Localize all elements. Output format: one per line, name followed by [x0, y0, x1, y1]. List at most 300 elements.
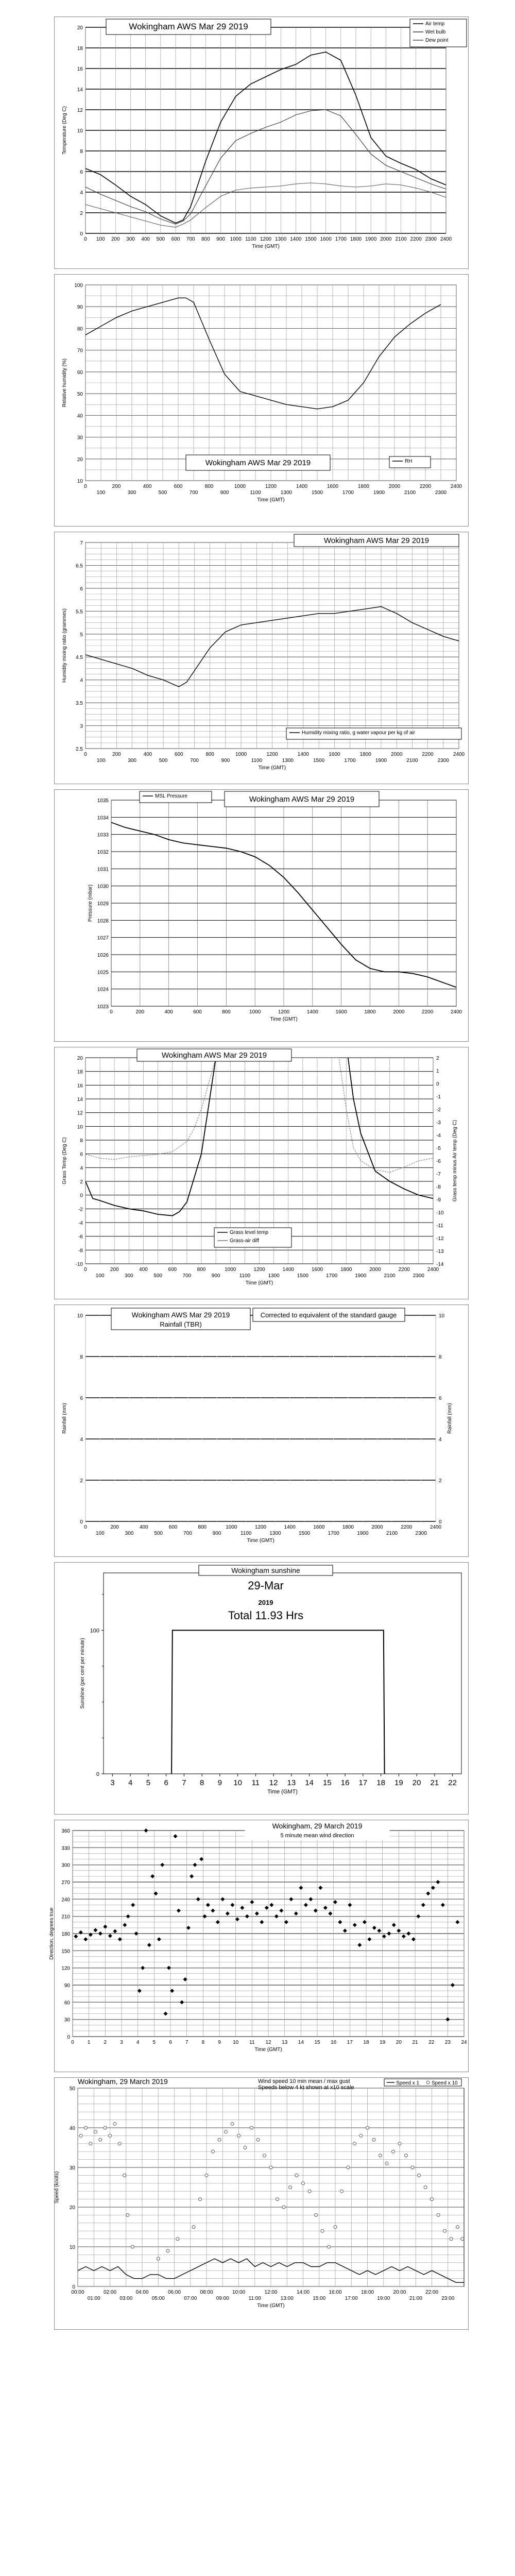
y-tick-label: 330 [61, 1845, 70, 1852]
x-tick-label: 1400 [282, 1267, 294, 1273]
x-tick-label: 17 [358, 1778, 368, 1787]
y-tick-label: 8 [80, 1138, 83, 1144]
x-tick-label: 200 [110, 1267, 119, 1273]
speed-x10-point [450, 2238, 453, 2241]
x-tick-label: 2200 [410, 236, 422, 242]
x-tick-label: 0 [84, 236, 87, 242]
x-tick-label: 5 [146, 1778, 151, 1787]
chart-wind-direction-svg [49, 1820, 469, 2073]
speed-x10-point [405, 2154, 408, 2157]
speed-x10-point [113, 2122, 116, 2125]
speed-x10-point [218, 2138, 221, 2141]
x-tick-label: 06:00 [167, 2290, 181, 2295]
y-right-tick-label: -10 [436, 1210, 444, 1216]
x-tick-label: 200 [112, 752, 121, 757]
y-tick-label: 1024 [97, 987, 109, 993]
x-tick-label: 6 [169, 2040, 172, 2045]
y-right-tick-label: -14 [436, 1262, 444, 1267]
x-tick-label: 7 [185, 2040, 188, 2045]
y-axis-label: Speed (knots) [54, 2171, 60, 2204]
chart-total: Total 11.93 Hrs [228, 1609, 304, 1622]
speed-x10-point [79, 2134, 82, 2137]
chart-title: Wokingham AWS Mar 29 2019 [161, 1051, 267, 1060]
x-tick-label: 600 [168, 1524, 178, 1530]
chart-title: Wokingham AWS Mar 29 2019 [205, 459, 311, 467]
y-right-axis-label: Rainfall (mm) [447, 1403, 453, 1434]
x-tick-label: 700 [182, 1273, 192, 1279]
chart-wind-direction [49, 1820, 469, 2072]
chart-title: Wokingham AWS Mar 29 2019 [131, 1311, 230, 1319]
chart-temperature-svg [55, 17, 469, 269]
y-tick-label: 0 [72, 2284, 75, 2290]
x-tick-label: 900 [211, 1273, 220, 1279]
x-tick-label: 1000 [249, 1009, 261, 1015]
x-tick-label: 16 [340, 1778, 350, 1787]
x-tick-label: 200 [135, 1009, 145, 1015]
legend-entry: Air temp [425, 21, 445, 27]
x-tick-label: 14:00 [296, 2290, 310, 2295]
speed-x10-point [192, 2226, 195, 2229]
x-tick-label: 1100 [250, 490, 261, 496]
x-tick-label: 2400 [453, 752, 465, 757]
y-tick-label: 40 [77, 413, 83, 419]
x-tick-label: 08:00 [200, 2290, 213, 2295]
x-tick-label: 7 [182, 1778, 186, 1787]
speed-x10-point [157, 2257, 160, 2260]
speed-x10-point [94, 2130, 97, 2133]
y-tick-label: -6 [78, 1234, 83, 1240]
chart-title: Wokingham AWS Mar 29 2019 [323, 536, 430, 545]
legend-entry: Speed x 10 [432, 2080, 458, 2086]
y-tick-label: 1033 [97, 832, 109, 838]
y-tick-label: 10 [69, 2245, 75, 2250]
speed-x10-point [250, 2126, 253, 2129]
x-tick-label: 400 [143, 484, 152, 489]
x-tick-label: 200 [111, 236, 120, 242]
y-tick-label: 1035 [97, 798, 109, 804]
x-tick-label: 0 [84, 752, 87, 757]
x-tick-label: 100 [95, 1531, 105, 1536]
y-right-tick-label: -6 [436, 1159, 441, 1164]
x-tick-label: 1300 [268, 1273, 280, 1279]
chart-relative-humidity-svg [55, 275, 469, 527]
x-tick-label: 1100 [240, 1531, 252, 1536]
chart-title: Wokingham, 29 March 2019 [78, 2077, 168, 2086]
y-right-tick-label: 2 [439, 1478, 442, 1484]
y-right-tick-label: -7 [436, 1172, 441, 1177]
speed-x10-point [418, 2174, 421, 2177]
x-tick-label: 2000 [371, 1524, 383, 1530]
x-tick-label: 700 [183, 1531, 192, 1536]
y-right-tick-label: 0 [439, 1519, 442, 1525]
x-tick-label: 2000 [388, 484, 401, 489]
y-right-tick-label: -1 [436, 1094, 441, 1100]
x-tick-label: 2200 [422, 1009, 434, 1015]
y-axis-label: Grass Temp (Deg C) [62, 1137, 67, 1184]
x-tick-label: 1800 [350, 236, 362, 242]
speed-x10-point [328, 2245, 331, 2248]
y-right-tick-label: -8 [436, 1184, 441, 1190]
x-tick-label: 400 [164, 1009, 174, 1015]
x-tick-label: 1200 [260, 236, 272, 242]
y-tick-label: 100 [90, 1628, 99, 1634]
chart-pressure-svg [55, 790, 469, 1042]
y-tick-label: 6 [80, 1151, 83, 1158]
x-tick-label: 2200 [398, 1267, 410, 1273]
x-tick-label: 500 [154, 1531, 163, 1536]
x-axis-label: Time (GMT) [257, 497, 285, 503]
x-tick-label: 15:00 [313, 2296, 326, 2301]
speed-x10-point [379, 2154, 382, 2157]
y-tick-label: 6.5 [76, 563, 83, 569]
y-tick-label: 12 [77, 1110, 83, 1116]
x-tick-label: 1400 [284, 1524, 296, 1530]
x-axis-label: Time (GMT) [267, 1789, 298, 1795]
x-tick-label: 14 [305, 1778, 314, 1787]
x-tick-label: 1600 [311, 1267, 323, 1273]
y-right-tick-label: 1 [436, 1069, 439, 1074]
y-tick-label: 210 [61, 1914, 70, 1920]
x-tick-label: 18 [363, 2040, 369, 2045]
y-tick-label: 300 [61, 1862, 70, 1869]
y-tick-label: 1025 [97, 970, 109, 976]
y-tick-label: 5 [80, 632, 83, 638]
chart-sunshine [54, 1562, 469, 1815]
x-tick-label: 23:00 [441, 2296, 455, 2301]
x-tick-label: 500 [153, 1273, 162, 1279]
x-tick-label: 9 [217, 1778, 222, 1787]
y-tick-label: -4 [78, 1221, 83, 1226]
x-tick-label: 400 [143, 752, 152, 757]
y-tick-label: 2 [80, 1478, 83, 1484]
speed-x10-point [411, 2166, 414, 2169]
x-tick-label: 1800 [364, 1009, 376, 1015]
legend-entry: Humidity mixing ratio, g water vapour per kg of air [302, 730, 416, 736]
x-tick-label: 200 [110, 1524, 119, 1530]
y-tick-label: 4 [80, 1437, 83, 1443]
legend-entry: Grass-air diff [230, 1238, 260, 1244]
y-tick-label: 14 [77, 1097, 83, 1103]
y-tick-label: 0 [80, 1519, 83, 1525]
y-tick-label: 1034 [97, 815, 109, 821]
x-tick-label: 800 [201, 236, 210, 242]
x-tick-label: 10 [233, 2040, 239, 2045]
y-tick-label: 2.5 [76, 747, 83, 752]
x-tick-label: 1100 [239, 1273, 251, 1279]
x-tick-label: 1100 [245, 236, 256, 242]
x-tick-label: 1000 [230, 236, 242, 242]
speed-x10-point [340, 2190, 344, 2193]
x-tick-label: 2400 [430, 1524, 442, 1530]
x-tick-label: 16:00 [329, 2290, 342, 2295]
y-tick-label: 240 [61, 1897, 70, 1903]
x-tick-label: 1300 [282, 758, 294, 764]
y-tick-label: 4 [80, 190, 83, 196]
x-tick-label: 1900 [365, 236, 377, 242]
x-tick-label: 100 [95, 1273, 105, 1279]
y-right-tick-label: 8 [439, 1354, 442, 1360]
y-tick-label: 8 [80, 1354, 83, 1360]
x-tick-label: 20 [412, 1778, 421, 1787]
x-tick-label: 300 [127, 490, 136, 496]
y-tick-label: 40 [69, 2126, 75, 2131]
x-tick-label: 1700 [344, 758, 356, 764]
x-tick-label: 16 [331, 2040, 337, 2045]
y-tick-label: 360 [61, 1828, 70, 1834]
y-tick-label: 60 [77, 369, 83, 376]
x-tick-label: 700 [190, 758, 199, 764]
y-tick-label: 12 [77, 108, 83, 113]
y-right-tick-label: 2 [436, 1056, 439, 1061]
y-tick-label: 3.5 [76, 701, 83, 707]
x-tick-label: 2300 [437, 758, 449, 764]
x-tick-label: 1000 [226, 1524, 237, 1530]
x-tick-label: 1000 [234, 484, 246, 489]
x-tick-label: 400 [141, 236, 150, 242]
speed-x10-point [424, 2186, 427, 2189]
x-tick-label: 2000 [393, 1009, 405, 1015]
speed-x10-point [321, 2229, 324, 2232]
x-tick-label: 900 [212, 1531, 221, 1536]
y-tick-label: 18 [77, 1069, 83, 1075]
x-tick-label: 12 [265, 2040, 271, 2045]
y-tick-label: 1030 [97, 884, 109, 890]
speed-x10-point [109, 2134, 112, 2137]
chart-title: Wokingham AWS Mar 29 2019 [129, 22, 248, 31]
x-tick-label: 400 [139, 1524, 148, 1530]
x-tick-label: 12:00 [264, 2290, 278, 2295]
chart-title: Wokingham AWS Mar 29 2019 [249, 795, 355, 804]
legend-entry: Wet bulb [425, 29, 446, 35]
y-right-tick-label: -5 [436, 1146, 441, 1151]
y-axis-label: Pressure (mbar) [88, 884, 93, 922]
y-tick-label: 4.5 [76, 655, 83, 661]
x-tick-label: 300 [126, 236, 135, 242]
speed-x10-point [104, 2126, 107, 2129]
x-axis-label: Time (GMT) [270, 1016, 298, 1022]
x-tick-label: 0 [110, 1009, 113, 1015]
x-tick-label: 2000 [391, 752, 403, 757]
x-tick-label: 1700 [342, 490, 354, 496]
x-tick-label: 2000 [380, 236, 392, 242]
y-tick-label: 1029 [97, 901, 109, 907]
x-tick-label: 0 [84, 1267, 87, 1273]
x-tick-label: 01:00 [87, 2296, 100, 2301]
speed-x10-point [244, 2146, 247, 2149]
x-tick-label: 1000 [235, 752, 247, 757]
y-tick-label: 18 [77, 46, 83, 52]
x-tick-label: 900 [221, 758, 230, 764]
x-tick-label: 2100 [395, 236, 407, 242]
chart-subtitle: 5 minute mean wind direction [280, 1833, 354, 1839]
speed-x10-point [372, 2138, 375, 2141]
chart-title: Wokingham sunshine [231, 1566, 300, 1574]
x-tick-label: 2400 [450, 484, 462, 489]
x-tick-label: 1900 [357, 1531, 369, 1536]
x-tick-label: 19:00 [377, 2296, 390, 2301]
x-tick-label: 4 [128, 1778, 133, 1787]
y-tick-label: 10 [77, 479, 83, 484]
x-tick-label: 800 [198, 1524, 207, 1530]
y-axis-label: Humidity mixing ratio (grammes) [62, 608, 67, 683]
y-tick-label: 1028 [97, 918, 109, 924]
x-tick-label: 600 [168, 1267, 177, 1273]
y-tick-label: 6 [80, 1396, 83, 1401]
y-tick-label: 120 [61, 1965, 70, 1972]
y-tick-label: 0 [80, 231, 83, 237]
x-tick-label: 300 [128, 758, 136, 764]
y-tick-label: 80 [77, 326, 83, 332]
chart-note: Speeds below 4 kt shown at x10 scale [258, 2084, 354, 2091]
x-tick-label: 02:00 [103, 2290, 117, 2295]
chart-note: Corrected to equivalent of the standard gauge [260, 1311, 397, 1319]
y-tick-label: 4 [80, 1165, 83, 1172]
y-right-tick-label: -3 [436, 1120, 441, 1126]
x-tick-label: 1600 [329, 752, 340, 757]
x-tick-label: 1000 [225, 1267, 236, 1273]
y-tick-label: 20 [77, 1056, 83, 1061]
y-tick-label: 0 [96, 1771, 99, 1777]
y-tick-label: 4 [80, 677, 83, 684]
x-tick-label: 4 [136, 2040, 140, 2045]
x-tick-label: 1400 [290, 236, 302, 242]
x-tick-label: 20:00 [393, 2290, 406, 2295]
x-tick-label: 09:00 [216, 2296, 229, 2301]
chart-subtitle: Rainfall (TBR) [160, 1320, 202, 1328]
speed-x10-point [256, 2138, 260, 2141]
chart-wind-speed [54, 2077, 469, 2330]
x-tick-label: 2300 [415, 1531, 427, 1536]
x-tick-label: 0 [84, 1524, 87, 1530]
y-tick-label: 0 [80, 1193, 83, 1199]
x-tick-label: 10:00 [232, 2290, 246, 2295]
x-tick-label: 04:00 [135, 2290, 149, 2295]
x-tick-label: 15 [314, 2040, 320, 2045]
speed-x10-point [392, 2150, 395, 2153]
x-tick-label: 6 [164, 1778, 168, 1787]
x-tick-label: 1500 [305, 236, 317, 242]
x-tick-label: 1200 [265, 484, 277, 489]
speed-x10-point [131, 2245, 134, 2248]
x-tick-label: 1100 [251, 758, 263, 764]
x-axis-label: Time (GMT) [257, 2303, 285, 2309]
y-right-tick-label: -13 [436, 1249, 444, 1255]
x-tick-label: 800 [205, 752, 215, 757]
x-tick-label: 1900 [373, 490, 385, 496]
y-tick-label: 1023 [97, 1004, 109, 1010]
y-tick-label: 20 [69, 2205, 75, 2211]
y-tick-label: 1031 [97, 867, 109, 873]
y-right-tick-label: -2 [436, 1107, 441, 1113]
x-tick-label: 2400 [427, 1267, 439, 1273]
x-tick-label: 300 [125, 1531, 134, 1536]
chart-relative-humidity [54, 274, 469, 527]
y-tick-label: 2 [80, 211, 83, 216]
legend-entry: RH [405, 459, 413, 464]
y-tick-label: 5.5 [76, 609, 83, 615]
x-axis-label: Time (GMT) [252, 244, 280, 249]
x-tick-label: 2100 [404, 490, 416, 496]
speed-x10-point [353, 2142, 356, 2145]
chart-sunshine-svg [55, 1563, 469, 1815]
x-tick-label: 19 [394, 1778, 403, 1787]
x-tick-label: 800 [221, 1009, 231, 1015]
x-tick-label: 19 [380, 2040, 386, 2045]
x-tick-label: 500 [156, 236, 165, 242]
speed-x10-point [84, 2126, 88, 2129]
x-tick-label: 400 [139, 1267, 148, 1273]
x-tick-label: 22:00 [425, 2290, 439, 2295]
x-tick-label: 13 [282, 2040, 288, 2045]
x-tick-label: 2100 [384, 1273, 396, 1279]
y-tick-label: 14 [77, 87, 83, 93]
chart-wind-speed-svg [55, 2078, 469, 2330]
x-tick-label: 600 [174, 484, 183, 489]
y-tick-label: 30 [77, 435, 83, 441]
speed-x10-point [443, 2229, 447, 2232]
x-tick-label: 2300 [413, 1273, 424, 1279]
y-tick-label: 90 [64, 1983, 70, 1989]
x-axis-label: Time (GMT) [247, 1538, 274, 1544]
x-tick-label: 1400 [306, 1009, 318, 1015]
y-tick-label: 100 [74, 283, 83, 289]
x-tick-label: 2100 [406, 758, 418, 764]
y-tick-label: 7 [80, 540, 83, 546]
y-tick-label: 2 [80, 1179, 83, 1185]
x-axis-label: Time (GMT) [258, 765, 286, 771]
x-tick-label: 3 [110, 1778, 115, 1787]
y-tick-label: 1027 [97, 935, 109, 941]
x-tick-label: 2100 [386, 1531, 398, 1536]
x-tick-label: 100 [96, 490, 106, 496]
speed-x10-point [282, 2206, 285, 2209]
x-axis-label: Time (GMT) [254, 2047, 282, 2053]
x-tick-label: 1500 [313, 758, 325, 764]
y-tick-label: 90 [77, 304, 83, 311]
x-axis-label: Time (GMT) [245, 1280, 273, 1286]
speed-x10-point [212, 2150, 215, 2153]
y-tick-label: 20 [77, 25, 83, 31]
x-tick-label: 1700 [326, 1273, 338, 1279]
x-tick-label: 2300 [435, 490, 447, 496]
y-tick-label: 50 [77, 392, 83, 398]
x-tick-label: 22 [448, 1778, 457, 1787]
x-tick-label: 1200 [278, 1009, 290, 1015]
chart-pressure [54, 789, 469, 1042]
x-tick-label: 8 [199, 1778, 204, 1787]
x-tick-label: 1500 [297, 1273, 308, 1279]
x-tick-label: 1400 [296, 484, 308, 489]
x-tick-label: 9 [218, 2040, 221, 2045]
x-tick-label: 11 [251, 1778, 260, 1787]
legend-entry: MSL Pressure [155, 793, 187, 799]
chart-mixing-ratio-svg [55, 532, 469, 785]
y-axis-label: Relative humidity (%) [62, 358, 67, 408]
x-tick-label: 1600 [335, 1009, 347, 1015]
x-tick-label: 500 [159, 758, 168, 764]
chart-date: 29-Mar [248, 1579, 284, 1592]
chart-grass-temperature [54, 1047, 469, 1299]
speed-x10-point [118, 2142, 121, 2145]
x-tick-label: 17 [347, 2040, 353, 2045]
y-tick-label: 1032 [97, 850, 109, 855]
y-tick-label: -8 [78, 1248, 83, 1254]
x-tick-label: 700 [189, 490, 198, 496]
x-tick-label: 18:00 [360, 2290, 374, 2295]
chart-title: Wokingham, 29 March 2019 [272, 1822, 363, 1830]
x-tick-label: 17:00 [345, 2296, 358, 2301]
speed-x10-point [437, 2213, 440, 2216]
